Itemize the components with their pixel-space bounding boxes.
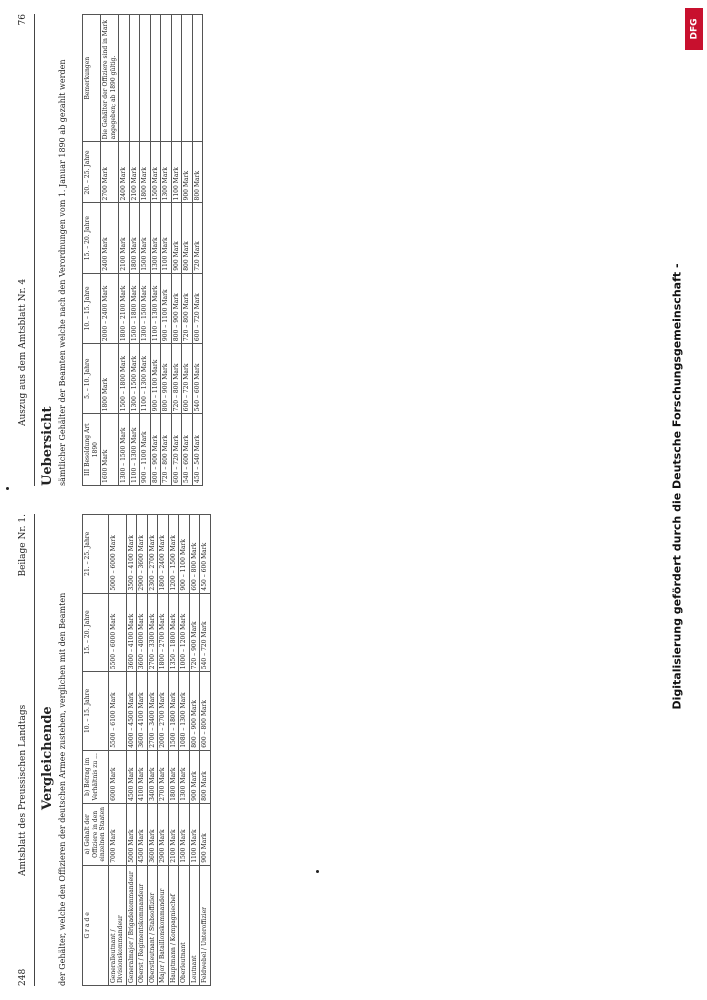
salary-cell: 800 – 900 Mark <box>189 672 200 751</box>
salary-cell: 450 – 600 Mark <box>200 515 211 594</box>
right-header-cell: 10. – 15. Jahre <box>83 273 101 343</box>
right-header-cell: 20. – 25. Jahre <box>83 142 101 203</box>
salary-cell: 900 Mark <box>189 750 200 803</box>
salary-cell: 1800 Mark <box>129 203 140 273</box>
scan-mark <box>316 870 319 873</box>
grade-cell: Oberst / Regimentskommandeur <box>137 865 148 985</box>
salary-cell: 7000 Mark <box>108 803 126 865</box>
salary-cell: 3600 Mark <box>147 803 158 865</box>
salary-cell: 600 – 720 Mark <box>171 414 182 486</box>
salary-cell: 2300 – 2700 Mark <box>147 515 158 594</box>
salary-cell: 800 Mark <box>192 142 203 203</box>
salary-cell: 1000 – 1200 Mark <box>179 593 190 672</box>
left-subtitle: der Gehälter, welche den Offizieren der deutschen Armee zustehen, verglichen mit den Beamten <box>58 592 67 986</box>
salary-cell: 540 – 600 Mark <box>182 414 193 486</box>
salary-cell: 2000 – 2400 Mark <box>101 273 119 343</box>
grade-cell: Leutnant <box>189 865 200 985</box>
right-title: Uebersicht <box>40 406 55 486</box>
header-rule <box>34 514 35 986</box>
left-table-row <box>179 515 190 986</box>
salary-cell: 2700 Mark <box>101 142 119 203</box>
salary-cell: 1500 – 1800 Mark <box>129 273 140 343</box>
salary-cell: 4100 Mark <box>137 750 148 803</box>
salary-cell: 5000 Mark <box>126 803 137 865</box>
salary-cell: 1800 Mark <box>140 142 151 203</box>
right-header-cell: 15. – 20. Jahre <box>83 203 101 273</box>
salary-cell: 1100 Mark <box>171 142 182 203</box>
salary-cell: 2400 Mark <box>101 203 119 273</box>
salary-cell: 2900 Mark <box>158 803 169 865</box>
salary-cell: 1300 Mark <box>150 203 161 273</box>
remarks-cell <box>140 15 151 142</box>
salary-cell: 900 – 1100 Mark <box>140 414 151 486</box>
salary-cell: 720 – 800 Mark <box>182 273 193 343</box>
right-page-number: 76 <box>18 14 28 26</box>
salary-cell: 720 Mark <box>192 203 203 273</box>
remarks-cell: Die Gehälter der Offiziere sind in Mark angegeben; ab 1890 gültig. <box>101 15 119 142</box>
left-table-body <box>108 515 210 986</box>
salary-cell: 1500 – 1800 Mark <box>168 672 179 751</box>
right-table-row <box>192 15 203 486</box>
salary-cell: 1300 Mark <box>179 750 190 803</box>
salary-cell: 5000 – 6000 Mark <box>108 515 126 594</box>
left-table-row <box>158 515 169 986</box>
grade-cell: Feldwebel / Unteroffizier <box>200 865 211 985</box>
left-table-row <box>147 515 158 986</box>
salary-cell: 900 Mark <box>171 203 182 273</box>
salary-cell: 1800 Mark <box>168 750 179 803</box>
left-running-title: Amtsblatt des Preussischen Landtags <box>18 704 28 876</box>
grade-cell: Oberleutnant <box>179 865 190 985</box>
left-header-cell: a) Gehalt der Offiziere in den einzelnen Staaten <box>83 803 109 865</box>
remarks-cell <box>119 15 130 142</box>
salary-cell: 900 Mark <box>182 142 193 203</box>
right-table-half <box>0 0 680 500</box>
salary-cell: 2700 – 3400 Mark <box>147 672 158 751</box>
salary-cell: 800 Mark <box>200 750 211 803</box>
grade-cell: Major / Bataillonskommandeur <box>158 865 169 985</box>
salary-cell: 1350 – 1800 Mark <box>168 593 179 672</box>
left-header-cell: 10. – 15. Jahre <box>83 672 109 751</box>
salary-cell: 1500 Mark <box>150 142 161 203</box>
right-table-row <box>119 15 130 486</box>
salary-cell: 2700 – 3300 Mark <box>147 593 158 672</box>
salary-cell: 3600 – 4100 Mark <box>137 672 148 751</box>
salary-cell: 800 – 900 Mark <box>171 273 182 343</box>
left-header-cell: 15. – 20. Jahre <box>83 593 109 672</box>
right-table-body <box>101 15 203 486</box>
dfg-watermark <box>670 0 707 1000</box>
right-table <box>82 14 203 486</box>
left-header-cell: b) Betrag im Verhältnis zu ... <box>83 750 109 803</box>
left-page-number: 248 <box>18 968 28 986</box>
salary-cell: 1800 – 2700 Mark <box>158 593 169 672</box>
salary-cell: 1500 Mark <box>140 203 151 273</box>
salary-cell: 3600 – 4100 Mark <box>126 593 137 672</box>
remarks-cell <box>182 15 193 142</box>
salary-cell: 3600 – 4000 Mark <box>137 593 148 672</box>
left-header-cell: 21. – 25. Jahre <box>83 515 109 594</box>
salary-cell: 450 – 540 Mark <box>192 414 203 486</box>
salary-cell: 800 – 900 Mark <box>150 414 161 486</box>
salary-cell: 1300 – 1500 Mark <box>119 414 130 486</box>
salary-cell: 1300 – 1500 Mark <box>140 273 151 343</box>
salary-cell: 600 – 800 Mark <box>200 672 211 751</box>
salary-cell: 4000 – 4500 Mark <box>126 672 137 751</box>
salary-cell: 1800 – 2100 Mark <box>119 273 130 343</box>
left-running-head <box>18 514 34 986</box>
salary-cell: 720 – 800 Mark <box>171 344 182 414</box>
right-header-cell: 5. – 10. Jahre <box>83 344 101 414</box>
salary-cell: 1100 – 1300 Mark <box>140 344 151 414</box>
salary-cell: 1800 Mark <box>101 344 119 414</box>
grade-cell: Hauptmann / Kompagniechef <box>168 865 179 985</box>
remarks-cell <box>161 15 172 142</box>
left-table-row <box>137 515 148 986</box>
salary-cell: 5500 – 6000 Mark <box>108 593 126 672</box>
salary-cell: 1300 – 1500 Mark <box>129 344 140 414</box>
salary-cell: 1100 – 1300 Mark <box>150 273 161 343</box>
right-table-row <box>161 15 172 486</box>
left-table-row <box>126 515 137 986</box>
remarks-cell <box>171 15 182 142</box>
right-table-row <box>140 15 151 486</box>
salary-cell: 2100 Mark <box>168 803 179 865</box>
salary-cell: 800 – 900 Mark <box>161 344 172 414</box>
salary-cell: 2900 – 3600 Mark <box>137 515 148 594</box>
salary-cell: 600 – 720 Mark <box>192 273 203 343</box>
salary-cell: 4500 Mark <box>137 803 148 865</box>
salary-cell: 6000 Mark <box>108 750 126 803</box>
remarks-cell <box>150 15 161 142</box>
right-running-title: Auszug aus dem Amtsblatt Nr. 4 <box>18 278 28 426</box>
salary-cell: 1500 – 1800 Mark <box>119 344 130 414</box>
grade-cell: Generalmajor / Brigadekommandeur <box>126 865 137 985</box>
salary-cell: 720 – 800 Mark <box>161 414 172 486</box>
salary-cell: 800 Mark <box>182 203 193 273</box>
salary-cell: 1200 – 1500 Mark <box>168 515 179 594</box>
salary-cell: 2400 Mark <box>119 142 130 203</box>
remarks-cell <box>129 15 140 142</box>
salary-cell: 2700 Mark <box>158 750 169 803</box>
salary-cell: 540 – 600 Mark <box>192 344 203 414</box>
salary-cell: 2100 Mark <box>129 142 140 203</box>
salary-cell: 1100 Mark <box>161 203 172 273</box>
salary-cell: 540 – 720 Mark <box>200 593 211 672</box>
scan-mark <box>6 487 9 490</box>
salary-cell: 900 – 1100 Mark <box>179 515 190 594</box>
salary-cell: 600 – 720 Mark <box>182 344 193 414</box>
right-table-row <box>129 15 140 486</box>
right-running-head <box>18 14 34 486</box>
right-table-row <box>182 15 193 486</box>
salary-cell: 1800 – 2400 Mark <box>158 515 169 594</box>
salary-cell: 600 – 800 Mark <box>189 515 200 594</box>
right-table-row <box>150 15 161 486</box>
salary-cell: 1500 Mark <box>179 803 190 865</box>
salary-cell: 900 Mark <box>200 803 211 865</box>
left-table-row <box>168 515 179 986</box>
salary-cell: 1100 – 1300 Mark <box>129 414 140 486</box>
salary-cell: 1100 Mark <box>189 803 200 865</box>
salary-cell: 2000 – 2700 Mark <box>158 672 169 751</box>
watermark-text: Digitalisierung gefördert durch die Deutsche Forschungsgemeinschaft - <box>670 263 684 710</box>
salary-cell: 1600 Mark <box>101 414 119 486</box>
salary-cell: 1080 – 1300 Mark <box>179 672 190 751</box>
left-table-row <box>200 515 211 986</box>
salary-cell: 900 – 1100 Mark <box>150 344 161 414</box>
left-header-row <box>83 515 109 986</box>
dfg-logo-badge: DFG <box>685 8 703 50</box>
left-table-row <box>108 515 126 986</box>
salary-cell: 3500 – 4100 Mark <box>126 515 137 594</box>
right-table-row <box>171 15 182 486</box>
salary-cell: 5500 – 6100 Mark <box>108 672 126 751</box>
salary-cell: 2100 Mark <box>119 203 130 273</box>
grade-cell: Generalleutnant / Divisionskommandeur <box>108 865 126 985</box>
salary-cell: 900 – 1100 Mark <box>161 273 172 343</box>
salary-cell: 4500 Mark <box>126 750 137 803</box>
right-header-cell: Bemerkungen <box>83 15 101 142</box>
left-table-row <box>189 515 200 986</box>
scan-margin <box>6 0 10 1000</box>
left-title: Vergleichende <box>40 706 55 810</box>
left-supplement-label: Beilage Nr. 1. <box>18 514 28 577</box>
salary-cell: 3400 Mark <box>147 750 158 803</box>
right-header-cell: III Besoldung Art 1890 <box>83 414 101 486</box>
left-table-half <box>0 500 680 1000</box>
remarks-cell <box>192 15 203 142</box>
grade-cell: Oberstleutnant / Stabsoffizier <box>147 865 158 985</box>
right-table-row <box>101 15 119 486</box>
header-rule <box>34 14 35 486</box>
right-subtitle: sämtlicher Gehälter der Beamten welche nach den Verordnungen vom 1. Januar 1890 ab gezahlt werden <box>58 59 67 486</box>
salary-cell: 720 – 900 Mark <box>189 593 200 672</box>
salary-cell: 1300 Mark <box>161 142 172 203</box>
left-table <box>82 514 211 986</box>
left-header-cell: G r a d e <box>83 865 109 985</box>
right-header-row <box>83 15 101 486</box>
